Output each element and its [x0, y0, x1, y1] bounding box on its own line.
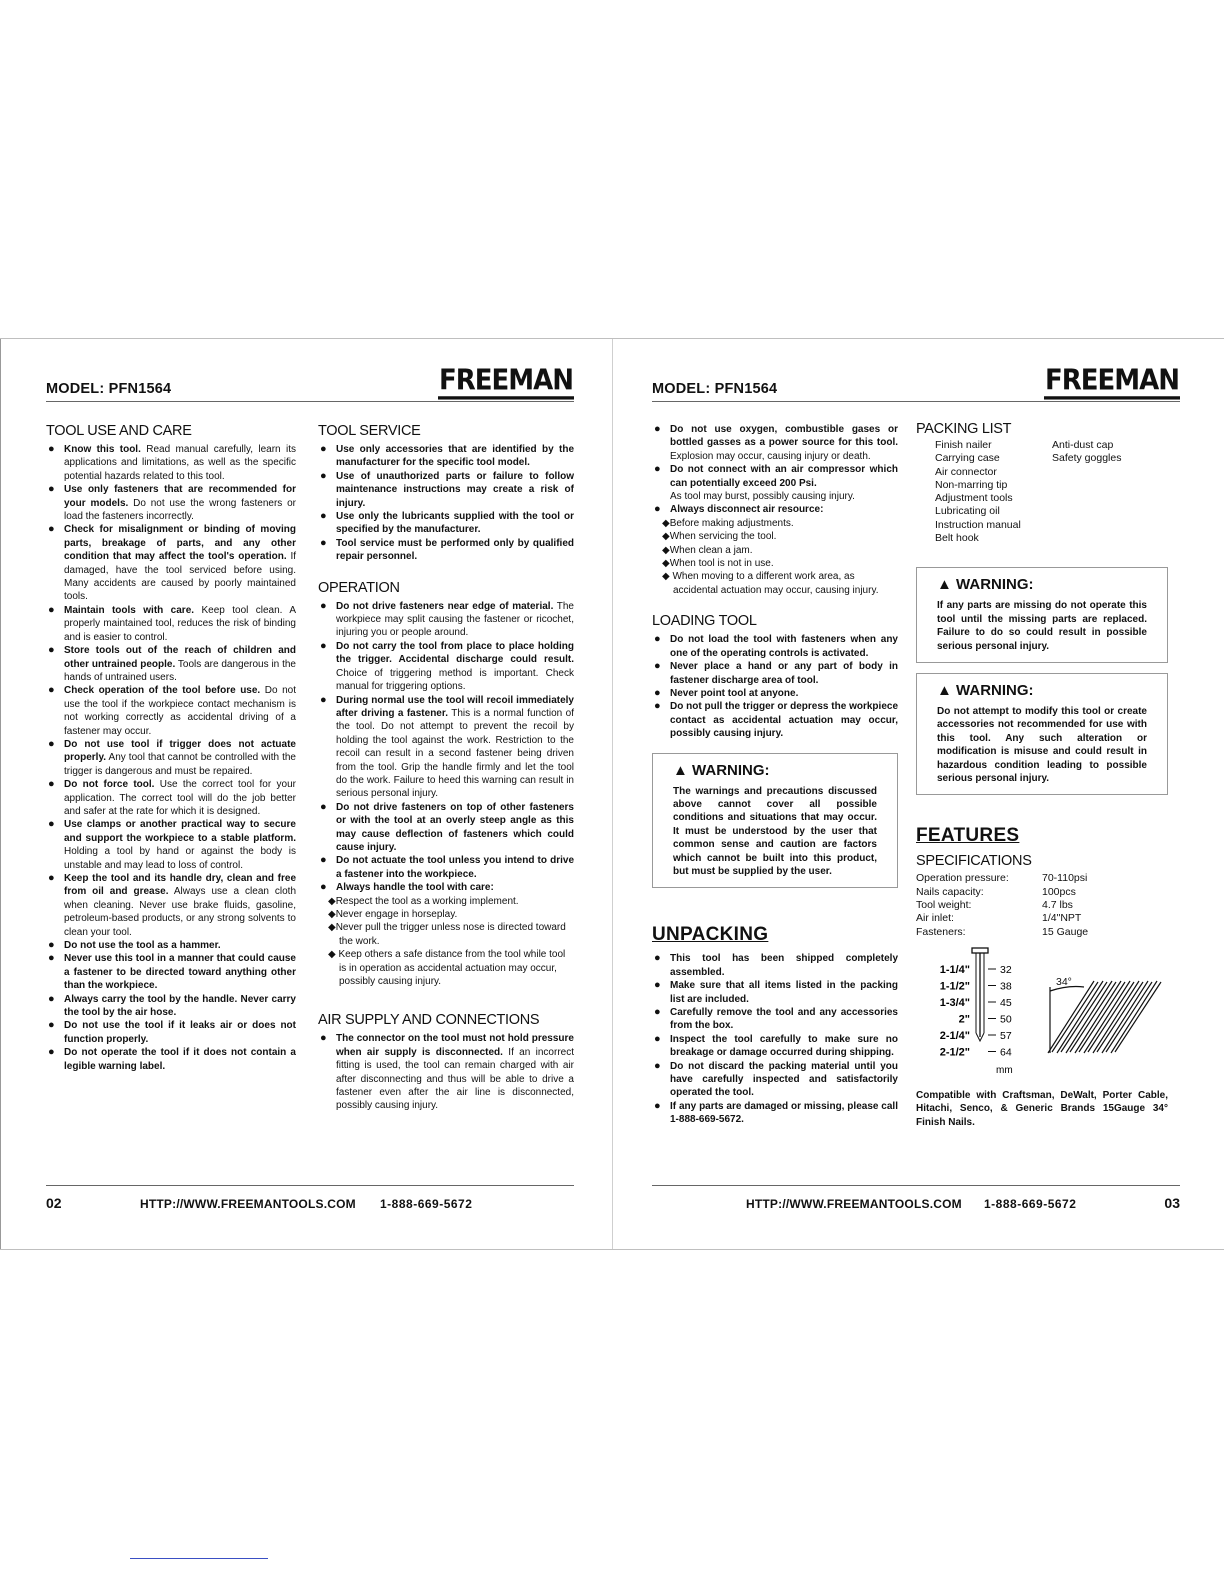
warning-box [916, 673, 1168, 795]
spec-value: 1/4"NPT [1042, 912, 1082, 925]
header-rule [46, 401, 574, 402]
spec-value: 100pcs [1042, 885, 1076, 898]
nail-size-diagram [916, 945, 1168, 1085]
air-supply-list [318, 1032, 574, 1112]
list-item: ● Do not actuate the tool unless you intend to drive a fastener into the workpiece. [318, 854, 574, 881]
list-item: ● Use clamps or another practical way to secure and support the workpiece to a stable platform. Holding a tool by hand or against the body is unstable and may lead to loss of control. [46, 818, 296, 872]
packing-item: Anti-dust cap [1052, 439, 1114, 451]
list-item: ● Tool service must be performed only by qualified repair personnel. [318, 537, 574, 564]
list-item: ● Check for misalignment or binding of moving parts, breakage of parts, and any other condition that may affect the tool's operation. If damaged, have the tool serviced before using. Many accidents are caused by poorly maintained tools. [46, 523, 296, 603]
footer-rule [652, 1185, 1180, 1186]
spec-key: Nails capacity: [916, 885, 984, 898]
column-right-b [916, 421, 1168, 1129]
list-item: ● This tool has been shipped completely assembled. [652, 952, 898, 979]
operation-title: OPERATION [318, 579, 400, 596]
sub-list-item: ◆Never engage in horseplay. [328, 909, 458, 920]
list-item: ● Always carry the tool by the handle. Never carry the tool by the air hose. [46, 993, 296, 1020]
packing-item: Carrying case [935, 452, 1000, 465]
operation-sublist [318, 895, 574, 989]
spec-key: Tool weight: [916, 899, 972, 912]
angled-nail-edge [1115, 982, 1161, 1052]
warning-box [916, 567, 1168, 663]
spec-value: 70-110psi [1042, 872, 1088, 885]
list-item: ● Keep the tool and its handle dry, clean and free from oil and grease. Always use a clean cloth when cleaning. Never use brake fluids, gasoline, petroleum-based products, or any strong solvents to clean your tool. [46, 872, 296, 939]
air-supply-title: AIR SUPPLY AND CONNECTIONS [318, 1012, 540, 1029]
spec-value: 15 Gauge [1042, 925, 1089, 938]
loading-tool-list [652, 633, 898, 740]
packing-item: Safety goggles [1052, 452, 1122, 465]
list-item: ● Do not discard the packing material until you have carefully inspected and satisfactorily operated the tool. [652, 1060, 898, 1100]
page-number: 02 [46, 1195, 62, 1211]
burst-note: As tool may burst, possibly causing injury. [670, 491, 855, 503]
loading-tool-title: LOADING TOOL [652, 613, 757, 630]
sub-list-item: ◆ Keep others a safe distance from the tool while tool is in operation as accidental actuation may occur, possibly causing injury. [328, 949, 566, 988]
warning-title: ▲ WARNING: [937, 682, 1034, 699]
list-item: ● Do not carry the tool from place to place holding the trigger. Accidental discharge could result. Choice of triggering method is important. Check manual for triggering options. [318, 640, 574, 694]
packing-item: Instruction manual [935, 518, 1021, 531]
footer-phone: 1-888-669-5672 [984, 1197, 1077, 1211]
list-item: ● Maintain tools with care. Keep tool clean. A properly maintained tool, reduces the risk of binding and is easier to control. [46, 604, 296, 644]
sub-list-item: ◆When servicing the tool. [662, 531, 777, 543]
page-fold [612, 339, 613, 1249]
warning-text: The warnings and precautions discussed above cannot cover all possible conditions and situations that may occur. It must be understood by the user that common sense and caution are factors which cannot be built into this product, but must be supplied by the user. [673, 785, 877, 877]
angled-nail-edge [1097, 982, 1143, 1052]
nail-length-inch: 2-1/2" [939, 1046, 970, 1059]
list-item: ● Do not use the tool as a hammer. [46, 939, 296, 952]
sub-list-item: ◆Respect the tool as a working implement. [328, 895, 519, 907]
list-item: ● Inspect the tool carefully to make sure no breakage or damage occurred during shipping. [652, 1033, 898, 1060]
nail-length-inch: 1-1/4" [939, 963, 970, 976]
sub-list-item: ◆Never pull the trigger unless nose is directed toward the work. [328, 922, 566, 947]
tool-service-title: TOOL SERVICE [318, 423, 421, 439]
disconnect-sublist [652, 517, 898, 597]
list-item: ● Never use this tool in a manner that could cause a fastener to be directed toward anything other than the workpiece. [46, 952, 296, 992]
page-number: 03 [1164, 1195, 1180, 1211]
operation-list [318, 600, 574, 895]
list-item: ● Do not use tool if trigger does not actuate properly. Any tool that cannot be controlled with the trigger is dangerous and must be repaired. [46, 738, 296, 778]
freeman-logo: FREEMAN [1044, 365, 1180, 399]
list-item: ● Know this tool. Read manual carefully, learn its applications and limitations, as well as the specific potential hazards related to this tool. [46, 443, 296, 483]
nail-length-mm: 32 [1000, 963, 1012, 976]
bottom-link-line [130, 1558, 268, 1559]
list-item: ● Do not load the tool with fasteners when any one of the operating controls is activated. [652, 633, 898, 660]
column-right-a [652, 423, 898, 1127]
warning-title: ▲ WARNING: [937, 576, 1034, 594]
sub-list-item: ◆When tool is not in use. [662, 558, 774, 570]
nail-length-mm: 57 [1000, 1029, 1012, 1042]
warning-text: If any parts are missing do not operate this tool until the missing parts are replaced. Failure to do so could result in possible serious personal injury. [937, 600, 1147, 652]
nail-length-inch: 1-1/2" [939, 980, 970, 993]
packing-item: Finish nailer [935, 439, 992, 451]
list-item: ● Do not connect with an air compressor which can potentially exceed 200 Psi. As tool may burst, possibly causing injury. [652, 463, 898, 503]
list-item: ● Always handle the tool with care: [318, 881, 574, 894]
right-top-list [652, 423, 898, 517]
spec-key: Operation pressure: [916, 872, 1009, 885]
list-item: ● Do not operate the tool if it does not contain a legible warning label. [46, 1046, 296, 1073]
spec-values [1042, 872, 1168, 938]
angled-nail [1048, 981, 1094, 1053]
freeman-logo: FREEMAN [438, 365, 574, 399]
mm-unit-label: mm [996, 1064, 1013, 1076]
nail-length-inch: 2-1/4" [939, 1029, 970, 1042]
warning-icon: ▲ [937, 576, 952, 594]
column-tool-use [46, 423, 296, 1073]
list-item: ● Check operation of the tool before use. Do not use the tool if the workpiece contact mechanism is not working correctly as accidental driving of a fastener may occur. [46, 684, 296, 738]
list-item: ● Do not drive fasteners on top of other fasteners or with the tool at an overly steep angle as this may cause deflection of fasteners which could cause injury. [318, 801, 574, 855]
column-service-operation [318, 423, 574, 1113]
packing-list-title: PACKING LIST [916, 421, 1012, 437]
spec-key: Air inlet: [916, 912, 954, 925]
specifications-title: SPECIFICATIONS [916, 853, 1032, 870]
spec-value: 4.7 lbs [1042, 899, 1073, 912]
nail-length-inch: 1-3/4" [939, 996, 970, 1009]
list-item: ● Do not pull the trigger or depress the workpiece contact as accidental actuation may occur, possibly causing injury. [652, 700, 898, 740]
page-edge [0, 339, 1, 1249]
packing-item: Belt hook [935, 532, 979, 545]
sub-list-item: ◆Before making adjustments. [662, 517, 794, 529]
list-item: ● Use only the lubricants supplied with the tool or specified by the manufacturer. [318, 510, 574, 537]
warning-title: ▲ WARNING: [673, 761, 770, 779]
list-item: ● During normal use the tool will recoil immediately after driving a fastener. This is a normal function of the tool. Do not attempt to prevent the recoil by holding the tool against the work. Restriction to the recoil can result in a second fastener being driven from the tool. Grip the handle firmly and let the tool do the work. Failure to heed this warning can result in serious personal injury. [318, 694, 574, 801]
list-item: ● Always disconnect air resource: [652, 503, 898, 516]
angled-nail [1066, 981, 1112, 1053]
nail-length-mm: 38 [1000, 980, 1012, 993]
packing-col-1 [935, 439, 1052, 545]
page-03 [652, 339, 1180, 1249]
list-item: ● Carefully remove the tool and any accessories from the box. [652, 1006, 898, 1033]
list-item: ● Store tools out of the reach of children and other untrained people. Tools are dangerous in the hands of untrained users. [46, 644, 296, 684]
list-item: ● Do not force tool. Use the correct tool for your application. The correct tool will do the job better and safer at the rate for which it is designed. [46, 778, 296, 818]
tool-use-title: TOOL USE AND CARE [46, 423, 192, 439]
list-item: ● Never point tool at anyone. [652, 687, 898, 700]
warning-box [652, 753, 898, 889]
tool-service-list [318, 443, 574, 564]
list-item: ● Do not drive fasteners near edge of material. The workpiece may split causing the fastener or ricochet, injuring you or people around. [318, 600, 574, 640]
footer-url: HTTP://WWW.FREEMANTOOLS.COM [140, 1197, 356, 1211]
warning-text: Do not attempt to modify this tool or create accessories not recommended for use with this tool. Any such alteration or modification is misuse and could result in hazardous condition leading to possible serious personal injury. [937, 706, 1147, 785]
spec-table [916, 872, 1168, 938]
nail-diagram [916, 945, 1168, 1085]
angled-nail-edge [1088, 982, 1134, 1052]
footer-url: HTTP://WWW.FREEMANTOOLS.COM [746, 1197, 962, 1211]
footer-rule [46, 1185, 574, 1186]
nail-length-mm: 64 [1000, 1046, 1012, 1059]
packing-item: Adjustment tools [935, 492, 1013, 505]
list-item: ● If any parts are damaged or missing, please call 1-888-669-5672. [652, 1100, 898, 1127]
features-title: FEATURES [916, 825, 1020, 847]
angled-nail [1057, 981, 1103, 1053]
packing-item: Non-marring tip [935, 478, 1008, 491]
list-item: ● Do not use the tool if it leaks air or does not function properly. [46, 1019, 296, 1046]
warning-icon: ▲ [937, 682, 952, 699]
tool-use-list [46, 443, 296, 1073]
sub-list-item: ◆When clean a jam. [662, 544, 753, 556]
spec-key: Fasteners: [916, 925, 966, 938]
warning-icon: ▲ [673, 761, 688, 779]
manual-spread [0, 338, 1224, 1250]
packing-item: Air connector [935, 465, 997, 478]
angle-label: 34° [1056, 975, 1072, 988]
sub-list-item: ◆ When moving to a different work area, as accidental actuation may occur, causing injury. [662, 571, 879, 596]
packing-col-2 [1052, 439, 1168, 545]
list-item: ● Make sure that all items listed in the packing list are included. [652, 979, 898, 1006]
spec-keys [916, 872, 1042, 938]
header-rule [652, 401, 1180, 402]
list-item: ● The connector on the tool must not hold pressure when air supply is disconnected. If an incorrect fitting is used, the tool can remain charged with air after disconnecting and thus will be able to drive a fastener even after the air line is disconnected, possibly causing injury. [318, 1032, 574, 1112]
list-item: ● Never place a hand or any part of body in fastener discharge area of tool. [652, 660, 898, 687]
page-02 [46, 339, 574, 1249]
nail-length-inch: 2" [958, 1013, 970, 1026]
list-item: ● Use only fasteners that are recommended for your models. Do not use the wrong fasteners or load the fasteners incorrectly. [46, 483, 296, 523]
model-label: MODEL: PFN1564 [46, 381, 172, 397]
footer-phone: 1-888-669-5672 [380, 1197, 473, 1211]
list-item: ● Use only accessories that are identified by the manufacturer for the specific tool model. [318, 443, 574, 470]
angled-nail [1075, 981, 1121, 1053]
list-item: ● Use of unauthorized parts or failure to follow maintenance instructions may create a risk of injury. [318, 470, 574, 510]
packing-item: Lubricating oil [935, 505, 1000, 518]
compatibility-note: Compatible with Craftsman, DeWalt, Porter Cable, Hitachi, Senco, & Generic Brands 15Gauge 34° Finish Nails. [916, 1089, 1168, 1128]
angled-nail-edge [1106, 982, 1152, 1052]
nail-length-mm: 50 [1000, 1013, 1012, 1026]
nail-length-mm: 45 [1000, 996, 1012, 1009]
unpacking-list [652, 952, 898, 1126]
model-label: MODEL: PFN1564 [652, 381, 778, 397]
packing-list [916, 439, 1168, 545]
unpacking-title: UNPACKING [652, 924, 769, 946]
list-item: ● Do not use oxygen, combustible gases or bottled gasses as a power source for this tool. Explosion may occur, causing injury or death. [652, 423, 898, 463]
